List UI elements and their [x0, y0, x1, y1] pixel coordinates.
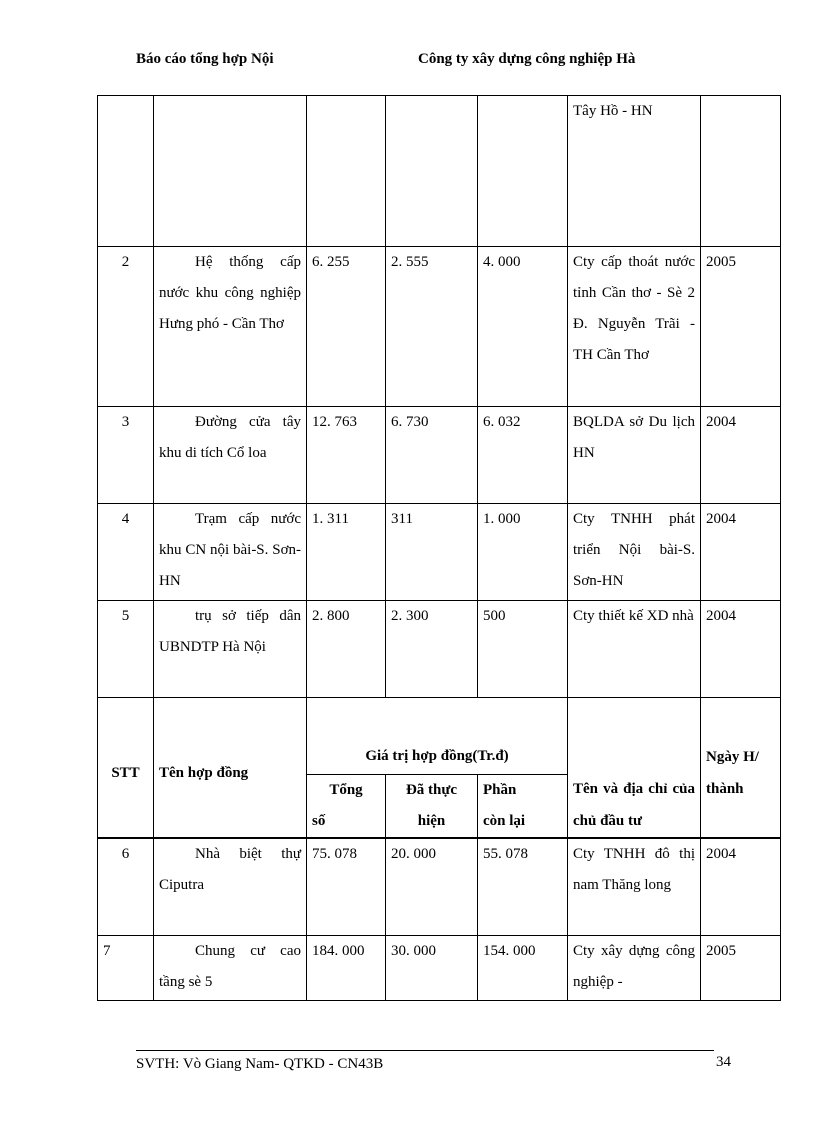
- cell-owner: BQLDA sở Du lịch HN: [568, 407, 701, 504]
- cell-stt: 5: [98, 601, 154, 698]
- cell-done: 311: [386, 504, 478, 601]
- cell-name-text: Đường cửa tây khu di tích Cổ loa: [159, 414, 301, 461]
- cell-remain: 55. 078: [478, 838, 568, 936]
- cell-total: 12. 763: [307, 407, 386, 504]
- header-remain: [478, 775, 568, 839]
- cell-stt: 7: [98, 936, 154, 1001]
- cell-remain: 6. 032: [478, 407, 568, 504]
- cell-owner: Cty TNHH phát triển Nội bài-S. Sơn-HN: [568, 504, 701, 601]
- cell-remain: 154. 000: [478, 936, 568, 1001]
- cell-total: [307, 96, 386, 247]
- table-row: [98, 96, 781, 247]
- cell-name-text: Hệ thống cấp nước khu công nghiệp Hưng phó - Cần Thơ: [159, 254, 301, 332]
- cell-total: 1. 311: [307, 504, 386, 601]
- cell-name: [154, 504, 307, 601]
- header-stt: STT: [98, 698, 154, 839]
- header-contract-value: Giá trị hợp đồng(Tr.đ): [307, 698, 568, 775]
- header-left-title: Báo cáo tổng hợp Nội: [136, 51, 274, 67]
- header-done-line1: Đã thực: [405, 782, 458, 798]
- table-row: [98, 838, 781, 936]
- header-total-line1: Tổng: [329, 782, 363, 798]
- cell-total: 75. 078: [307, 838, 386, 936]
- cell-date: 2005: [701, 936, 781, 1001]
- cell-name-text: trụ sở tiếp dân UBNDTP Hà Nội: [159, 608, 301, 655]
- table-row: [98, 247, 781, 407]
- table-row: [98, 936, 781, 1001]
- contracts-table: [97, 95, 781, 1001]
- cell-total: 184. 000: [307, 936, 386, 1001]
- cell-name: [154, 96, 307, 247]
- cell-name-text: Chung cư cao tầng sè 5: [159, 943, 301, 990]
- cell-stt: 4: [98, 504, 154, 601]
- footer-author: SVTH: Vò Giang Nam- QTKD - CN43B: [136, 1056, 384, 1072]
- header-total: [307, 775, 386, 839]
- cell-owner: Cty xây dựng công nghiệp -: [568, 936, 701, 1001]
- cell-remain: 500: [478, 601, 568, 698]
- cell-remain: 1. 000: [478, 504, 568, 601]
- cell-name: [154, 936, 307, 1001]
- cell-name: [154, 601, 307, 698]
- header-right-title: Công ty xây dựng công nghiệp Hà: [418, 51, 636, 67]
- cell-stt: 6: [98, 838, 154, 936]
- header-completion-date: Ngày H/ thành: [701, 698, 781, 839]
- page-number: 34: [716, 1054, 731, 1070]
- cell-remain: 4. 000: [478, 247, 568, 407]
- cell-name-text: Trạm cấp nước khu CN nội bài-S. Sơn-HN: [159, 511, 301, 589]
- header-owner: Tên và địa chỉ của chủ đầu tư: [568, 698, 701, 839]
- cell-owner: Cty thiết kế XD nhà: [568, 601, 701, 698]
- header-remain-line2: còn lại: [483, 813, 526, 829]
- cell-stt: 2: [98, 247, 154, 407]
- cell-done: 6. 730: [386, 407, 478, 504]
- cell-done: [386, 96, 478, 247]
- cell-done: 2. 300: [386, 601, 478, 698]
- header-contract-name: Tên hợp đồng: [154, 698, 307, 839]
- header-total-line2: số: [312, 813, 326, 829]
- cell-name: [154, 247, 307, 407]
- cell-name-text: Nhà biệt thự Ciputra: [159, 846, 301, 893]
- table-header-row: [98, 698, 781, 775]
- cell-owner: Cty TNHH đô thị nam Thăng long: [568, 838, 701, 936]
- header-done-line2: hiện: [417, 813, 446, 829]
- cell-date: 2005: [701, 247, 781, 407]
- table-row: [98, 601, 781, 698]
- cell-done: 20. 000: [386, 838, 478, 936]
- cell-stt: 3: [98, 407, 154, 504]
- cell-date: [701, 96, 781, 247]
- cell-name: [154, 838, 307, 936]
- cell-date: 2004: [701, 407, 781, 504]
- cell-total: 6. 255: [307, 247, 386, 407]
- table-row: [98, 407, 781, 504]
- cell-done: 30. 000: [386, 936, 478, 1001]
- cell-owner: Tây Hồ - HN: [568, 96, 701, 247]
- header-done: [386, 775, 478, 839]
- cell-date: 2004: [701, 601, 781, 698]
- cell-name: [154, 407, 307, 504]
- cell-remain: [478, 96, 568, 247]
- cell-stt: [98, 96, 154, 247]
- cell-date: 2004: [701, 838, 781, 936]
- footer-divider: [136, 1050, 714, 1051]
- header-remain-line1: Phần: [483, 782, 517, 798]
- cell-date: 2004: [701, 504, 781, 601]
- cell-owner: Cty cấp thoát nước tỉnh Cần thơ - Sè 2 Đ. Nguyễn Trãi - TH Cần Thơ: [568, 247, 701, 407]
- cell-total: 2. 800: [307, 601, 386, 698]
- cell-done: 2. 555: [386, 247, 478, 407]
- table-row: [98, 504, 781, 601]
